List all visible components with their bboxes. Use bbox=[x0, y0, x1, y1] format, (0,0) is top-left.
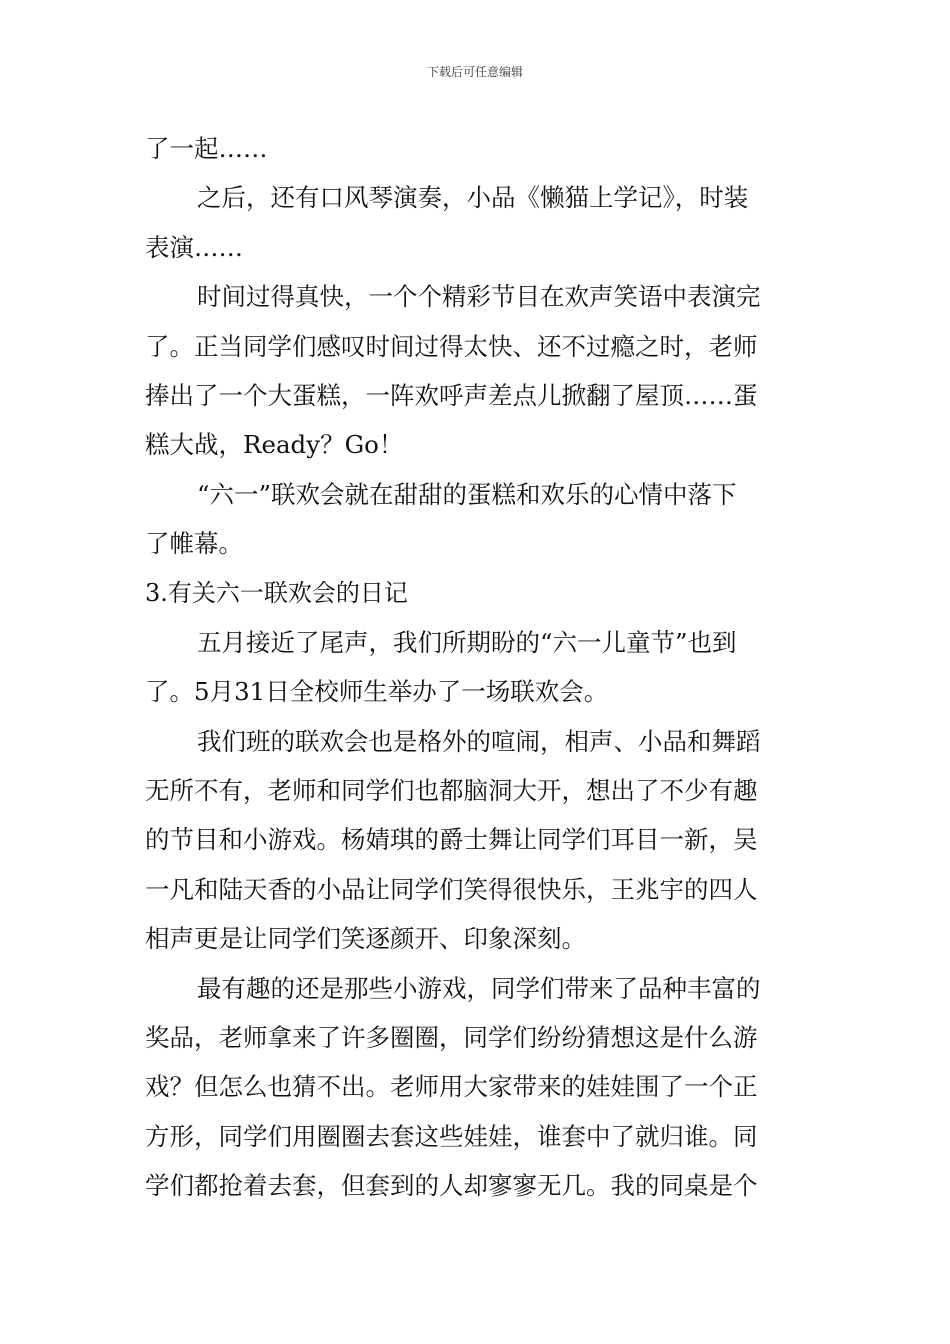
text-line: 了。5月31日全校师生举办了一场联欢会。 bbox=[145, 677, 609, 707]
text-line: 五月接近了尾声，我们所期盼的“六一儿童节”也到 bbox=[197, 627, 737, 657]
text-line: 我们班的联欢会也是格外的喧闹，相声、小品和舞蹈 bbox=[197, 726, 761, 756]
section-heading: 3.有关六一联欢会的日记 bbox=[145, 578, 408, 607]
text-line: 方形，同学们用圈圈去套这些娃娃，谁套中了就归谁。同 bbox=[145, 1121, 758, 1151]
text-line: 学们都抢着去套，但套到的人却寥寥无几。我的同桌是个 bbox=[145, 1171, 758, 1201]
document-body bbox=[145, 124, 809, 1211]
text-line: 奖品，老师拿来了许多圈圈，同学们纷纷猜想这是什么游 bbox=[145, 1023, 758, 1053]
text-line: 糕大战，Ready？Go！ bbox=[145, 430, 404, 460]
text-line: 最有趣的还是那些小游戏，同学们带来了品种丰富的 bbox=[197, 973, 761, 1003]
text-line: 之后，还有口风琴演奏，小品《懒猫上学记》，时装 bbox=[197, 183, 749, 213]
text-line: 了。正当同学们感叹时间过得太快、还不过瘾之时，老师 bbox=[145, 331, 758, 361]
text-line: 表演…… bbox=[145, 232, 243, 262]
text-line: 无所不有，老师和同学们也都脑洞大开，想出了不少有趣 bbox=[145, 776, 758, 806]
text-line: 一凡和陆天香的小品让同学们笑得很快乐，王兆宇的四人 bbox=[145, 874, 758, 904]
text-line: 了帷幕。 bbox=[145, 529, 243, 559]
page-header: 下载后可任意编辑 bbox=[426, 65, 523, 79]
text-line: 相声更是让同学们笑逐颜开、印象深刻。 bbox=[145, 924, 586, 954]
text-line: 戏？但怎么也猜不出。老师用大家带来的娃娃围了一个正 bbox=[145, 1072, 758, 1102]
text-line: 的节目和小游戏。杨婧琪的爵士舞让同学们耳目一新，吴 bbox=[145, 825, 758, 855]
text-line: 时间过得真快，一个个精彩节目在欢声笑语中表演完 bbox=[197, 282, 761, 312]
text-line: 了一起…… bbox=[145, 134, 268, 163]
text-line: 捧出了一个大蛋糕，一阵欢呼声差点儿掀翻了屋顶……蛋 bbox=[145, 380, 758, 410]
text-line: “六一”联欢会就在甜甜的蛋糕和欢乐的心情中落下 bbox=[197, 479, 737, 509]
